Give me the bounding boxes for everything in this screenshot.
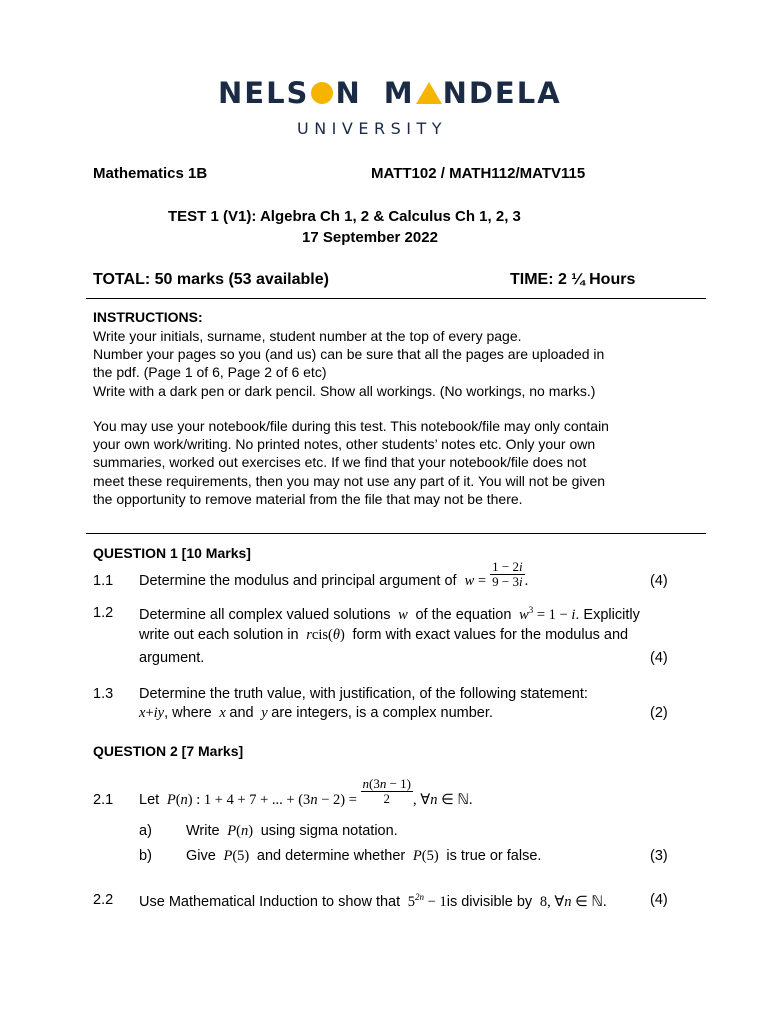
question-1-2-number: 1.2	[93, 605, 114, 621]
university-logo	[218, 76, 562, 110]
question-1-1-text: Determine the modulus and principal argument of w = $\frac{1 - 2i}{9 - 3i}$ .	[139, 558, 529, 589]
question-2-heading: QUESTION 2 [7 Marks]	[93, 743, 244, 759]
question-2-1-marks: (3)	[650, 848, 668, 864]
question-1-3-number: 1.3	[93, 686, 114, 702]
time-allowed: TIME: 2 ¼ Hours	[510, 271, 636, 288]
logo-triangle-icon	[416, 82, 442, 104]
logo-university: UNIVERSITY	[297, 119, 447, 138]
instructions-heading: INSTRUCTIONS:	[93, 309, 203, 325]
instruction-line: Write with a dark pen or dark pencil. Show all workings. (No workings, no marks.)	[93, 382, 596, 399]
instructions-block	[93, 327, 604, 400]
logo-text: M	[383, 76, 415, 110]
question-1-3-text-cont: x+iy, where x and y are integers, is a complex number.	[139, 705, 493, 721]
total-marks: TOTAL: 50 marks (53 available)	[93, 271, 329, 288]
question-2-1-a-text: Write P(n) using sigma notation.	[186, 823, 398, 839]
logo-text: NDELA	[442, 76, 562, 110]
instruction-line: your own work/writing. No printed notes, other students’ notes etc. Only your own	[93, 436, 596, 453]
divider	[86, 298, 706, 299]
course-name: Mathematics 1B	[93, 165, 208, 182]
question-2-2-number: 2.2	[93, 892, 114, 908]
question-1-3-marks: (2)	[650, 705, 668, 721]
instruction-line: Write your initials, surname, student number at the top of every page.	[93, 328, 522, 344]
course-codes: MATT102 / MATH112/MATV115	[371, 165, 586, 182]
question-1-2-marks: (4)	[650, 650, 668, 666]
logo-text: N	[335, 76, 362, 110]
question-2-2-marks: (4)	[650, 892, 668, 908]
instruction-line: the pdf. (Page 1 of 6, Page 2 of 6 etc)	[93, 364, 327, 381]
notebook-rules	[93, 417, 609, 508]
test-date: 17 September 2022	[302, 229, 438, 246]
instruction-line: Number your pages so you (and us) can be sure that all the pages are uploaded in	[93, 346, 605, 363]
question-1-1-number: 1.1	[93, 573, 114, 589]
question-1-2-text-cont: write out each solution in rcis(θ) form with exact values for the modulus and	[139, 627, 629, 643]
question-2-1-text: Let P(n) : 1 + 4 + 7 + ... + (3n − 2) = $\frac{n(3n - 1)}{2}$ , ∀n ∈ ℕ.	[139, 775, 473, 808]
question-1-2-text-end: argument.	[139, 650, 205, 666]
question-1-3-text: Determine the truth value, with justification, of the following statement:	[139, 686, 588, 702]
question-1-2-text: Determine all complex valued solutions w of the equation $w^3 = 1 - i$. Explicitly	[139, 605, 640, 623]
instruction-line: the opportunity to remove material from the file that may not be there.	[93, 490, 523, 507]
divider	[86, 533, 706, 534]
instruction-line: meet these requirements, then you may not use any part of it. You will not be given	[93, 472, 606, 489]
question-1-heading: QUESTION 1 [10 Marks]	[93, 545, 251, 561]
instruction-line: summaries, worked out exercises etc. If we find that your notebook/file does not	[93, 454, 587, 471]
question-2-1-b-label: b)	[139, 848, 152, 864]
test-title: TEST 1 (V1): Algebra Ch 1, 2 & Calculus Ch 1, 2, 3	[168, 208, 521, 225]
question-2-1-number: 2.1	[93, 792, 114, 808]
instruction-line: You may use your notebook/file during this test. This notebook/file may only contain	[93, 418, 609, 434]
question-2-2-text: Use Mathematical Induction to show that $5^{2n} - 1is$ divisible by 8, ∀n ∈ ℕ.	[139, 892, 607, 910]
logo-circle-icon	[311, 82, 333, 104]
question-2-1-a-label: a)	[139, 823, 152, 839]
question-2-1-b-text: Give P(5) and determine whether P(5) is true or false.	[186, 848, 542, 864]
logo-text: NELS	[218, 76, 310, 110]
question-1-1-marks: (4)	[650, 573, 668, 589]
